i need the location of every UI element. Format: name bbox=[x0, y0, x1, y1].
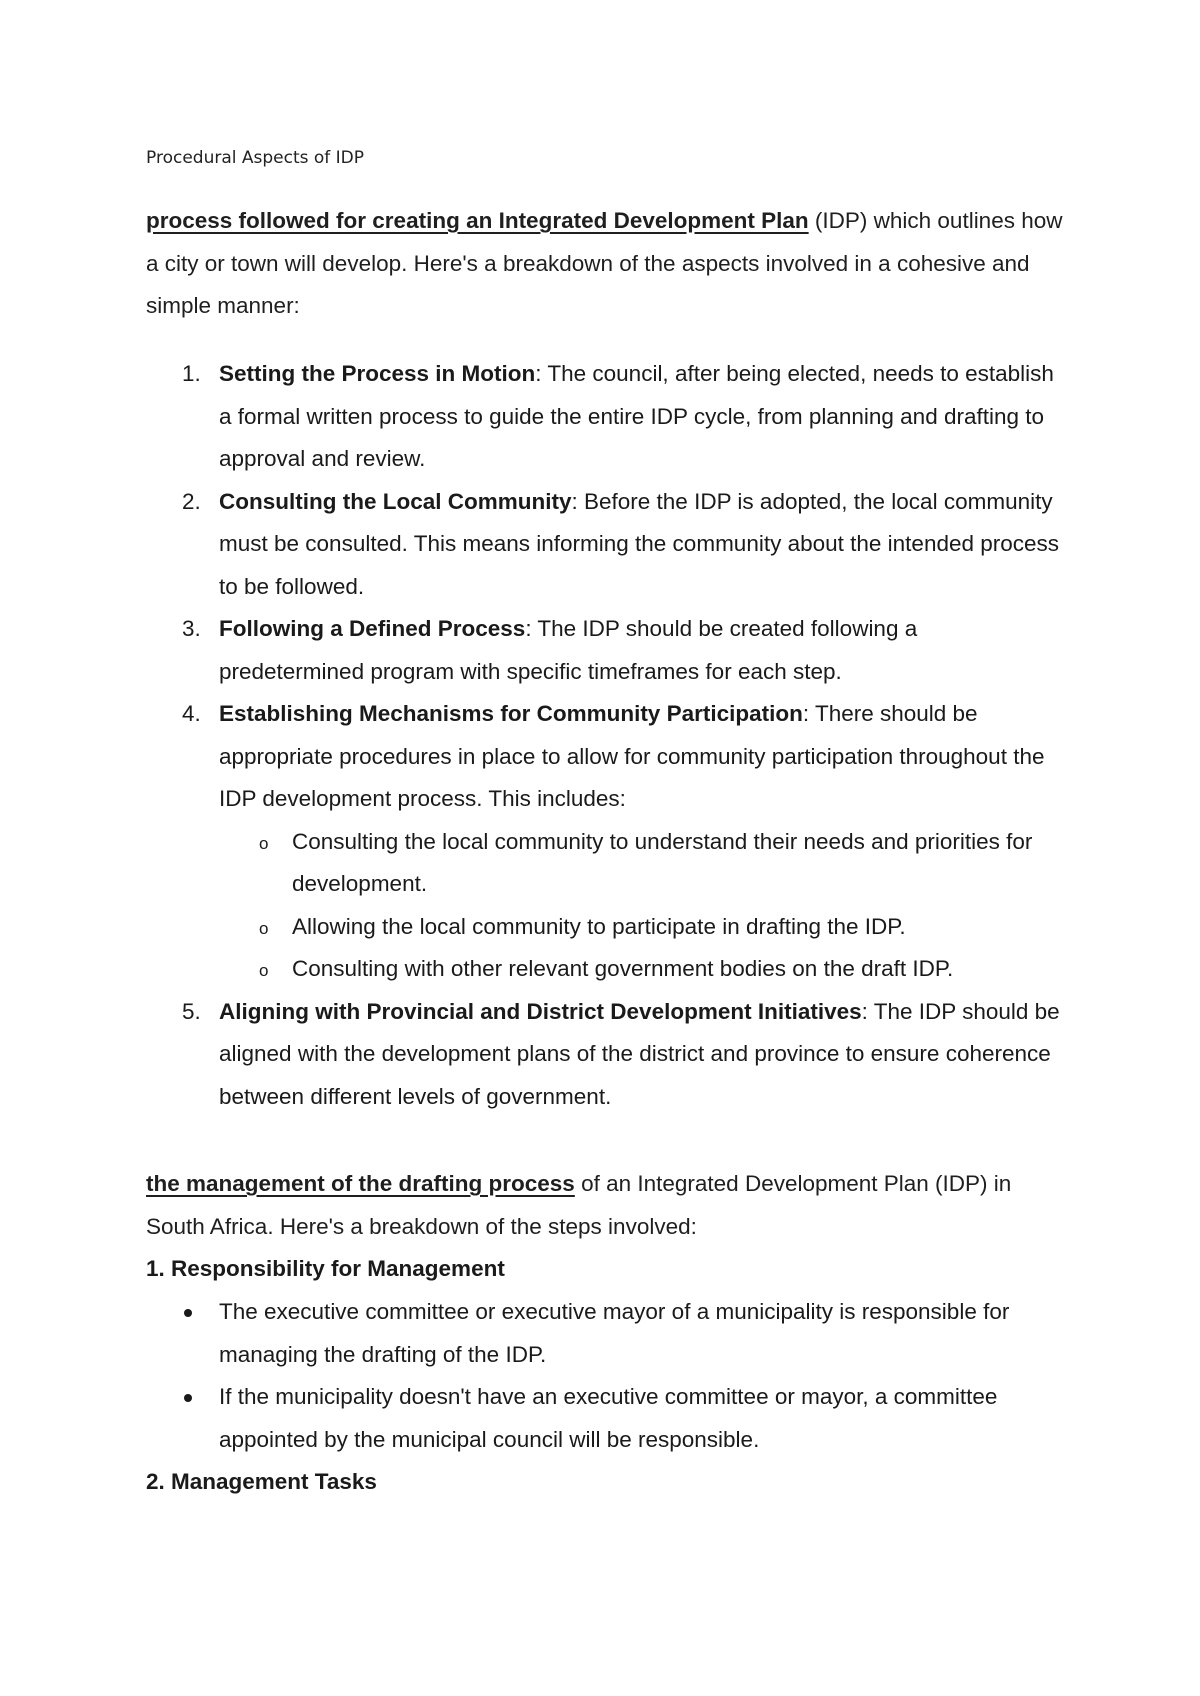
document-title: Procedural Aspects of IDP bbox=[146, 148, 365, 168]
bullet-dot-icon bbox=[184, 1394, 192, 1402]
list-item bbox=[146, 1376, 1066, 1461]
heading-tasks: 2. Management Tasks bbox=[146, 1469, 377, 1494]
step-title: Establishing Mechanisms for Community Participation bbox=[219, 701, 803, 726]
sub-list-item bbox=[219, 821, 1066, 906]
section2-paragraph bbox=[146, 1163, 1066, 1248]
list-number: 3. bbox=[182, 616, 201, 641]
list-item bbox=[146, 608, 1066, 693]
step-text: : There should be appropriate procedures in place to allow for community participation throughout the IDP development process. This includes: bbox=[219, 701, 1045, 811]
list-number: 5. bbox=[182, 998, 201, 1024]
list-number: 4. bbox=[182, 701, 201, 726]
step-title: Following a Defined Process bbox=[219, 616, 526, 641]
responsibility-list bbox=[146, 1291, 1066, 1461]
step-text: : Before the IDP is adopted, the local community must be consulted. This means informing the community about the intended process to be followed. bbox=[219, 488, 1060, 599]
heading-responsibility: 1. Responsibility for Management bbox=[146, 1256, 505, 1281]
sub-list-item bbox=[219, 906, 1066, 949]
step-text: : The IDP should be aligned with the development plans of the district and province to ensure coherence between different levels of government. bbox=[219, 998, 1060, 1109]
bullet-text: If the municipality doesn't have an executive committee or mayor, a committee appointed by the municipal council will be responsible. bbox=[219, 1384, 998, 1452]
intro-rest: (IDP) which outlines how a city or town will develop. Here's a breakdown of the aspects involved in a cohesive and simple manner: bbox=[146, 208, 1063, 318]
list-number: 1. bbox=[182, 361, 201, 386]
sub-item-text: Consulting the local community to understand their needs and priorities for development. bbox=[292, 828, 1033, 896]
list-number: 2. bbox=[182, 488, 201, 514]
list-item bbox=[146, 1291, 1066, 1376]
intro-lead: process followed for creating an Integrated Development Plan bbox=[146, 208, 809, 233]
section2-lead: the management of the drafting process bbox=[146, 1171, 575, 1196]
step-title: Aligning with Provincial and District Development Initiatives bbox=[219, 998, 862, 1024]
list-item bbox=[146, 353, 1066, 481]
steps-list bbox=[146, 353, 1066, 1118]
section2-rest: of an Integrated Development Plan (IDP) in South Africa. Here's a breakdown of the steps involved: bbox=[146, 1171, 1012, 1239]
list-item bbox=[146, 693, 1066, 991]
bullet-dot-icon bbox=[184, 1309, 192, 1317]
intro-paragraph bbox=[146, 200, 1066, 328]
sub-list bbox=[219, 821, 1066, 991]
sub-bullet-marker: o bbox=[259, 961, 269, 980]
step-text: : The council, after being elected, needs to establish a formal written process to guide the entire IDP cycle, from planning and drafting to approval and review. bbox=[219, 361, 1054, 471]
step-text: : The IDP should be created following a predetermined program with specific timeframes for each step. bbox=[219, 616, 918, 684]
sub-bullet-marker: o bbox=[259, 833, 269, 853]
step-title: Consulting the Local Community bbox=[219, 488, 572, 514]
list-item bbox=[146, 991, 1066, 1119]
sub-item-text: Allowing the local community to participate in drafting the IDP. bbox=[292, 913, 906, 939]
bullet-text: The executive committee or executive mayor of a municipality is responsible for managing the drafting of the IDP. bbox=[219, 1299, 1010, 1367]
step-title: Setting the Process in Motion bbox=[219, 361, 536, 386]
sub-list-item bbox=[219, 948, 1066, 991]
sub-item-text: Consulting with other relevant government bodies on the draft IDP. bbox=[292, 956, 954, 981]
sub-bullet-marker: o bbox=[259, 918, 269, 938]
list-item bbox=[146, 481, 1066, 609]
